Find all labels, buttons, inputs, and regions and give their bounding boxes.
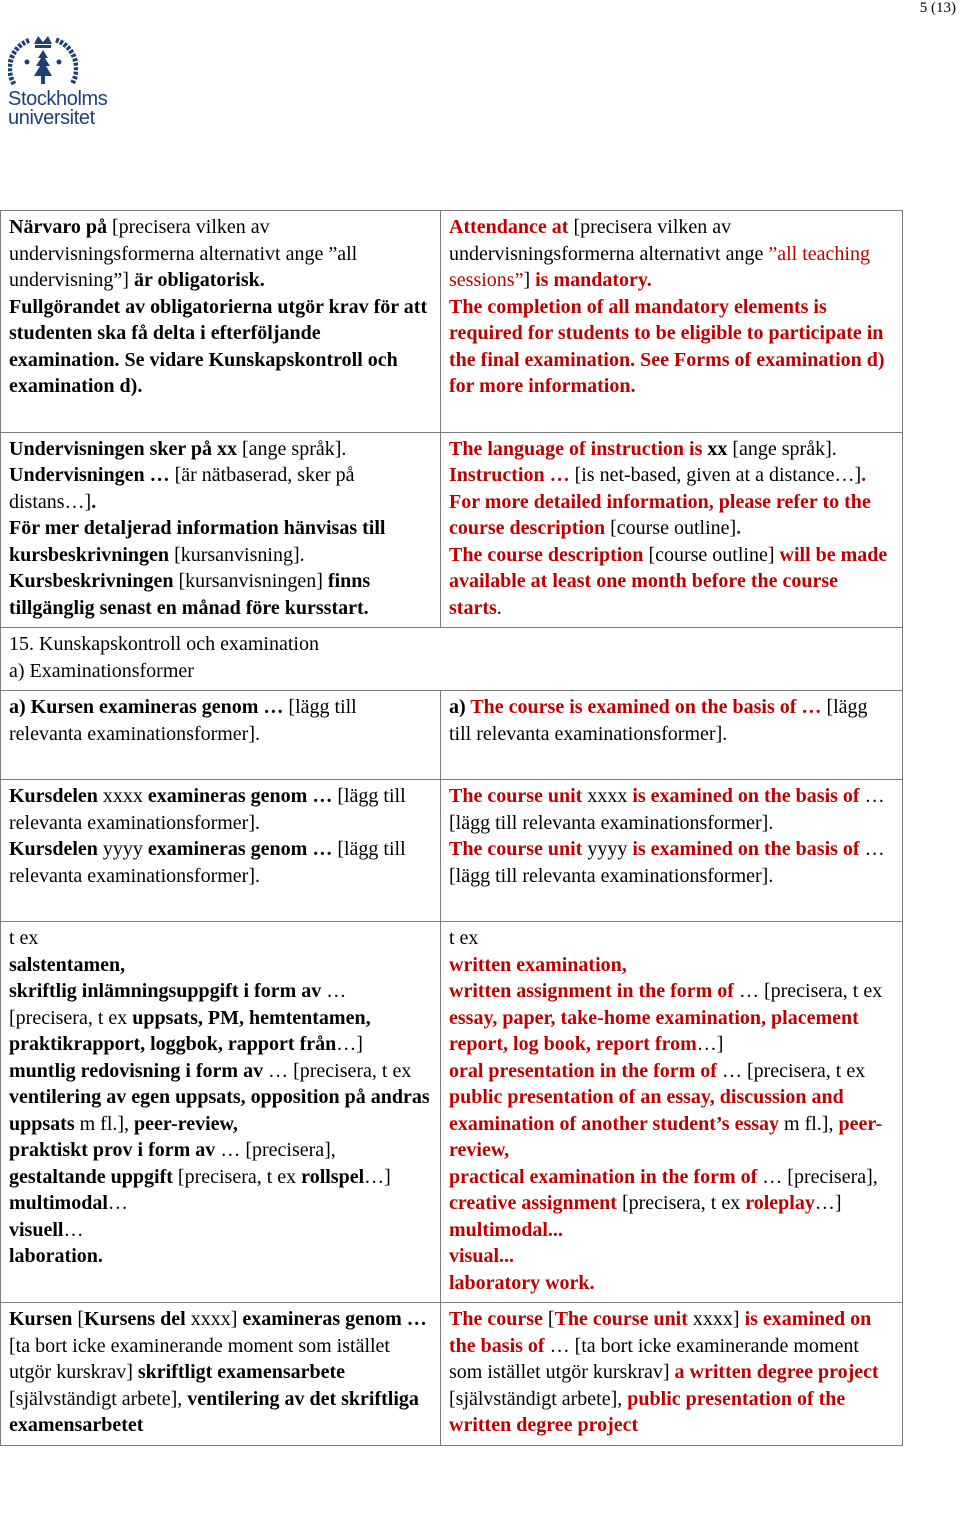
section-15-heading	[1, 628, 441, 691]
swedish-cell: Undervisningen sker på xx [ange språk]. Undervisningen … [är nätbaserad, sker på distans…]. För mer detaljerad information hänvisas till kursbeskrivningen [kursanvisning]. Kursbeskrivningen [kursanvisningen] finns tillgänglig senast en månad före kursstart.	[1, 432, 441, 628]
logo-line-2: universitet	[8, 107, 95, 129]
table-row	[1, 432, 903, 628]
table-row	[1, 780, 903, 922]
syllabus-table	[0, 210, 903, 1446]
table-row	[1, 691, 903, 780]
logo-line-1: Stockholms	[8, 88, 108, 110]
swedish-cell: Kursen [Kursens del xxxx] examineras genom … [ta bort icke examinerande moment som istället utgör kurskrav] skriftligt examensarbete [självständigt arbete], ventilering av det skriftliga examensarbetet	[1, 1303, 441, 1446]
table-row	[1, 922, 903, 1303]
swedish-cell: t ex salstentamen, skriftlig inlämningsuppgift i form av … [precisera, t ex uppsats, PM, hemtentamen, praktikrapport, loggbok, rapport från…] muntlig redovisning i form av … [precisera, t ex ventilering av egen uppsats, opposition på andras uppsats m fl.], peer-review, praktiskt prov i form av … [precisera], gestaltande uppgift [precisera, t ex rollspel…] multimodal… visuell… laboration.	[1, 922, 441, 1303]
table-row	[1, 211, 903, 433]
swedish-cell: Närvaro på [precisera vilken av undervisningsformerna alternativt ange ”all undervisning”] är obligatorisk. Fullgörandet av obligatorierna utgör krav för att studenten ska få delta i efterföljande examination. Se vidare Kunskapskontroll och examination d).	[1, 211, 441, 433]
section-subtitle: a) Examinationsformer	[9, 659, 194, 682]
english-cell: Attendance at [precisera vilken av undervisningsformerna alternativt ange ”all teaching sessions”] is mandatory. The completion of all mandatory elements is required for students to be eligible to participate in the final examination. See Forms of examination d) for more information.	[441, 211, 903, 433]
section-heading-row	[1, 628, 903, 691]
swedish-cell: a) Kursen examineras genom … [lägg till relevanta examinationsformer].	[1, 691, 441, 780]
english-cell: The course [The course unit xxxx] is examined on the basis of … [ta bort icke examinerande moment som istället utgör kurskrav] a written degree project [självständigt arbete], public presentation of the written degree project	[441, 1303, 903, 1446]
section-title: 15. Kunskapskontroll och examination	[9, 633, 319, 655]
swedish-cell: Kursdelen xxxx examineras genom … [lägg till relevanta examinationsformer]. Kursdelen yyyy examineras genom … [lägg till relevanta examinationsformer].	[1, 780, 441, 922]
english-cell: a) The course is examined on the basis of … [lägg till relevanta examinationsformer].	[441, 691, 903, 780]
english-cell: The course unit xxxx is examined on the basis of … [lägg till relevanta examinationsformer]. The course unit yyyy is examined on the basis of … [lägg till relevanta examinationsformer].	[441, 780, 903, 922]
page-number: 5 (13)	[919, 0, 956, 16]
university-seal-icon	[8, 32, 78, 94]
university-logo	[8, 32, 128, 132]
table-row	[1, 1303, 903, 1446]
english-cell: t ex written examination, written assignment in the form of … [precisera, t ex essay, paper, take-home examination, placement report, log book, report from…] oral presentation in the form of … [precisera, t ex public presentation of an essay, discussion and examination of another student’s essay m fl.], peer-review, practical examination in the form of … [precisera], creative assignment [precisera, t ex roleplay…] multimodal... visual... laboratory work.	[441, 922, 903, 1303]
english-cell: The language of instruction is xx [ange språk]. Instruction … [is net-based, given at a distance…]. For more detailed information, please refer to the course description [course outline]. The course description [course outline] will be made available at least one month before the course starts.	[441, 432, 903, 628]
